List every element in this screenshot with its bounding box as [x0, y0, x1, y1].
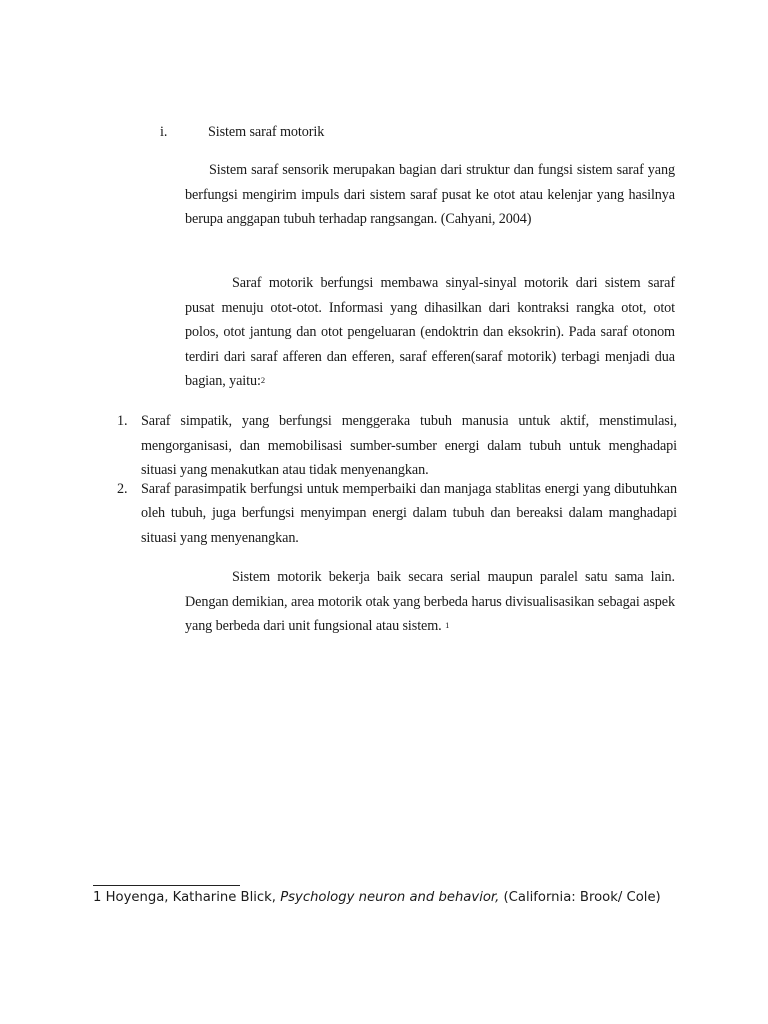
paragraph-sensorik	[185, 158, 675, 232]
footnote-reference: 1	[445, 620, 450, 630]
list-item-text: Saraf simpatik, yang berfungsi menggeraka tubuh manusia untuk aktif, menstimulasi, mengorganisasi, dan memobilisasi sumber-sumber energi dalam tubuh untuk menghadapi situasi yang menakutkan atau tidak menyenangkan.	[141, 413, 677, 478]
paragraph-text: Saraf motorik berfungsi membawa sinyal-sinyal motorik dari sistem saraf pusat menuju otot-otot. Informasi yang dihasilkan dari kontraksi rangka otot, otot polos, otot jantung dan otot pengeluaran (endoktrin dan eksokrin). Pada saraf otonom terdiri dari saraf afferen dan efferen, saraf efferen(saraf motorik) terbagi menjadi dua bagian, yaitu:	[185, 275, 675, 389]
paragraph-text: Sistem saraf sensorik merupakan bagian dari struktur dan fungsi sistem saraf yang berfungsi mengirim impuls dari sistem saraf pusat ke otot atau kelenjar yang hasilnya berupa anggapan tubuh terhadap rangsangan. (Cahyani, 2004)	[185, 162, 675, 227]
section-title: Sistem saraf motorik	[208, 124, 325, 140]
footnote-reference: 2	[260, 375, 265, 385]
list-marker: 1.	[117, 413, 128, 429]
section-heading	[160, 124, 460, 144]
footnote-author: 1 Hoyenga, Katharine Blick,	[93, 890, 281, 905]
list-item-text: Saraf parasimpatik berfungsi untuk memperbaiki dan manjaga stablitas energi yang dibutuhkan oleh tubuh, juga berfungsi menyimpan energi dalam tubuh dan bereaksi dalam manghadapi situasi yang menyenangkan.	[141, 480, 677, 546]
footnote	[93, 888, 683, 907]
numbered-list	[117, 409, 677, 550]
footnote-book-title: Psychology neuron and behavior,	[280, 890, 500, 905]
list-item	[117, 477, 677, 551]
list-item	[117, 409, 677, 483]
paragraph-motorik	[185, 271, 675, 394]
section-number: i.	[160, 124, 168, 140]
list-marker: 2.	[117, 480, 128, 497]
paragraph-text: Sistem motorik bekerja baik secara serial maupun paralel satu sama lain. Dengan demikian, area motorik otak yang berbeda harus divisualisasikan sebagai aspek yang berbeda dari unit fungsional atau sistem.	[185, 569, 675, 634]
footnote-publisher: (California: Brook/ Cole)	[499, 890, 661, 905]
footnote-separator	[93, 885, 240, 886]
paragraph-sistem-motorik	[185, 565, 675, 639]
